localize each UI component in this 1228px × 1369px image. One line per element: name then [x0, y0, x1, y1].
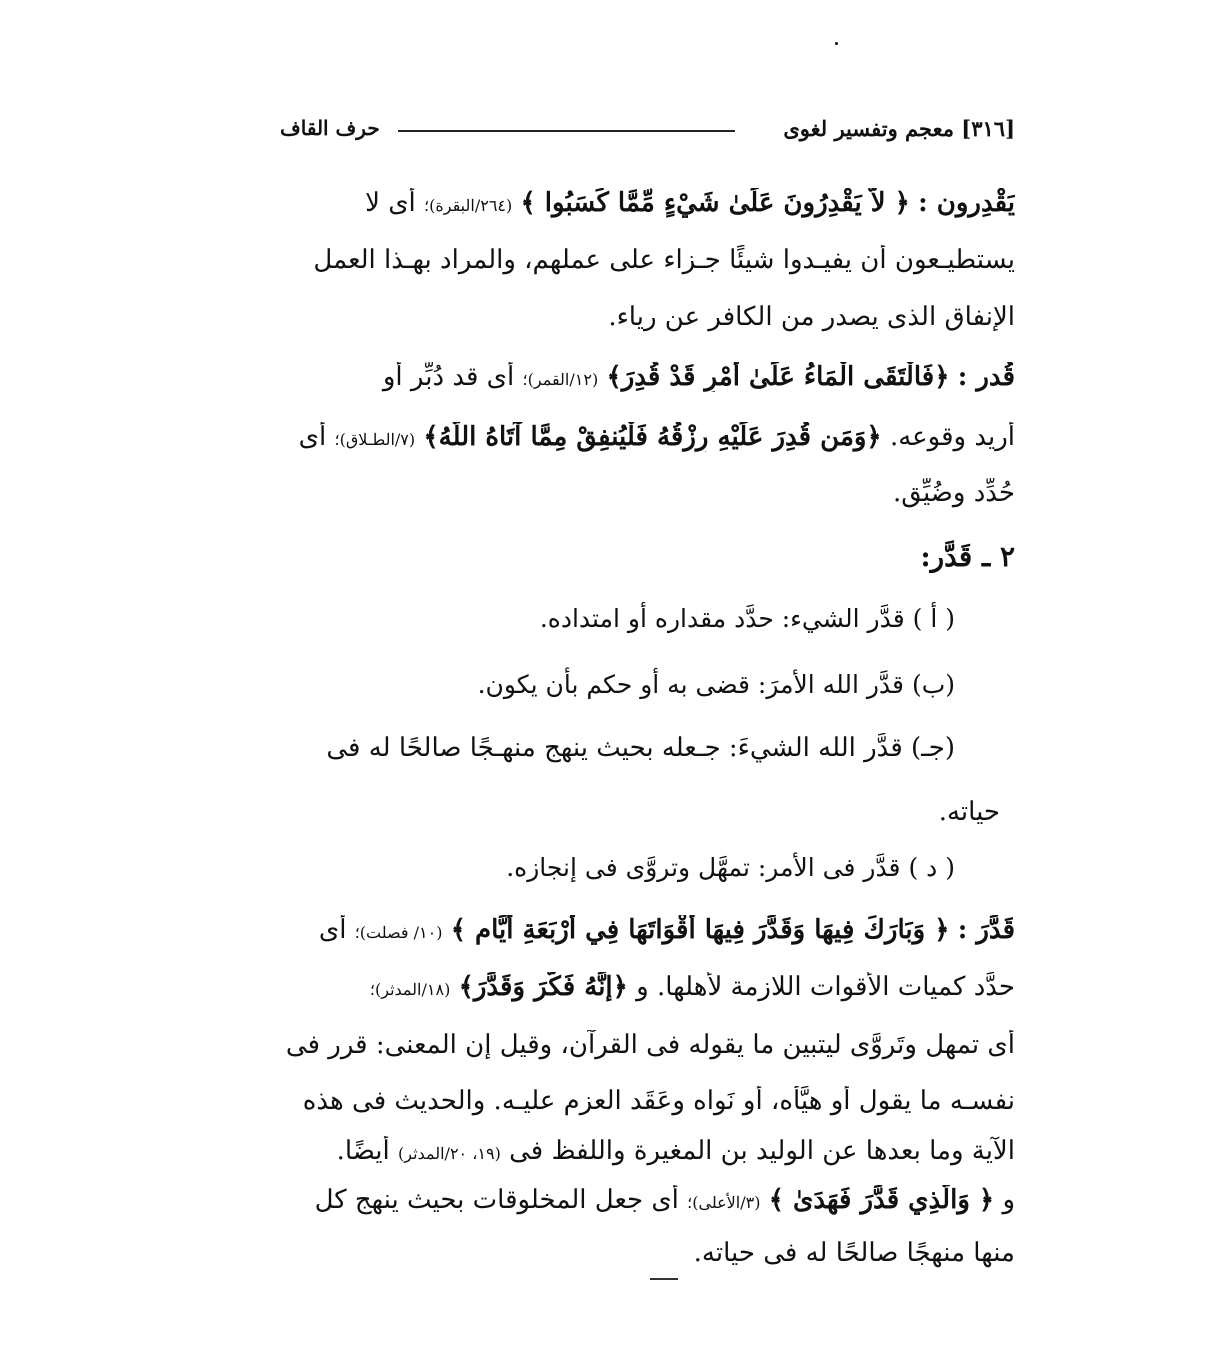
section-label: حرف القاف: [280, 116, 380, 140]
entry-text: أيضًا.: [336, 1136, 390, 1166]
quran-verse: ﴿ لاَّ يَقْدِرُونَ عَلَىٰ شَيْءٍ مِّمَّا كَسَبُوا ﴾: [520, 188, 910, 218]
scan-mark: [650, 1278, 678, 1280]
verse-reference: (٣/الأعلى)؛: [687, 1193, 761, 1212]
entry-yaqdirun-line1: [260, 188, 1015, 218]
verse-reference: (١٠/ فصلت)؛: [354, 923, 443, 942]
scan-speck: [835, 42, 838, 45]
entry-text: و: [1002, 1185, 1015, 1215]
quran-verse: ﴿ وَبَارَكَ فِيهَا وَقَدَّرَ فِيهَا أَقْوَاتَهَا فِي أَرْبَعَةِ أَيَّامٍ ﴾: [450, 915, 950, 945]
entry-qudir-line1: [260, 362, 1015, 392]
sense-a: ( أ ) قدَّر الشيء: حدَّد مقداره أو امتداده.: [539, 604, 955, 633]
entry-text: حدَّد كميات الأقوات اللازمة لأهلها. و: [636, 972, 1015, 1002]
entry-qaddara-line1: [260, 915, 1015, 945]
entry-yaqdirun-line2: يستطيـعون أن يفيـدوا شيئًا جـزاء على عملهم، والمراد بهـذا العمل: [313, 245, 1015, 275]
running-header: [270, 112, 1015, 152]
entry-qaddara-line5: [260, 1136, 1015, 1166]
quran-verse: ﴿وَمَن قُدِرَ عَلَيْهِ رِزْقُهُ فَلْيُنفِقْ مِمَّا آتَاهُ اللَّهُ﴾: [423, 422, 882, 452]
sense-b: (ب) قدَّر الله الأمرَ: قضى به أو حكم بأن يكون.: [477, 670, 955, 699]
sense-d: ( د ) قدَّر فى الأمر: تمهَّل وتروَّى فى إنجازه.: [506, 853, 955, 882]
page-label: [٣١٦] معجم وتفسير لغوى: [783, 116, 1015, 141]
verse-reference: (٧/الطـلاق)؛: [334, 430, 416, 449]
quran-verse: ﴿ وَالَّذِي قَدَّرَ فَهَدَىٰ ﴾: [768, 1185, 995, 1215]
entry-qudir-line3: حُدِّد وضُيِّق.: [893, 478, 1015, 508]
entry-qaddara-line6: [260, 1185, 1015, 1215]
entry-text: أى لا: [365, 188, 416, 218]
verse-reference: (١٨/المدثر)؛: [369, 980, 451, 999]
entry-headword: قَدَّرَ :: [957, 915, 1015, 945]
entry-qudir-line2: [260, 422, 1015, 452]
entry-headword: قُدر :: [957, 362, 1015, 392]
entry-text: أى جعل المخلوقات بحيث ينهج كل: [314, 1185, 679, 1215]
entry-text: أى: [298, 422, 327, 452]
entry-qaddara-heading: ٢ ـ قَدَّر:: [920, 540, 1015, 573]
entry-text: أُريد وقوعه.: [889, 422, 1015, 452]
entry-headword: يَقْدِرون :: [918, 188, 1015, 218]
entry-qaddara-line7: منها منهجًا صالحًا له فى حياته.: [693, 1238, 1015, 1268]
entry-qaddara-line2: [260, 972, 1015, 1002]
entry-text: الآية وما بعدها عن الوليد بن المغيرة واللفظ فى: [509, 1136, 1015, 1166]
verse-reference: (٢٦٤/البقرة)؛: [424, 196, 513, 215]
entry-text: أى: [318, 915, 347, 945]
verse-reference: (١٢/القمر)؛: [522, 370, 599, 389]
sense-c-continued: حياته.: [938, 797, 1000, 827]
entry-yaqdirun-line3: الإنفاق الذى يصدر من الكافر عن رياء.: [608, 302, 1015, 332]
entry-qaddara-line4: نفسـه ما يقول أو هيَّأه، أو نَواه وعَقَد العزم عليـه. والحديث فى هذه: [302, 1086, 1015, 1116]
quran-verse: ﴿فَالْتَقَى الْمَاءُ عَلَىٰ أَمْرٍ قَدْ قُدِرَ﴾: [606, 362, 950, 392]
entry-qaddara-line3: أى تمهل وتَروَّى ليتبين ما يقوله فى القرآن، وقيل إن المعنى: قرر فى: [285, 1030, 1015, 1060]
sense-c: (جـ) قدَّر الله الشيءَ: جـعله بحيث ينهج منهـجًا صالحًا له فى: [326, 733, 955, 763]
header-rule: [398, 130, 735, 132]
verse-reference: (١٩، ٢٠/المدثر): [398, 1144, 501, 1163]
entry-text: أى قد دُبِّر أو: [382, 362, 515, 392]
quran-verse: ﴿إِنَّهُ فَكَّرَ وَقَدَّرَ﴾: [458, 972, 628, 1002]
